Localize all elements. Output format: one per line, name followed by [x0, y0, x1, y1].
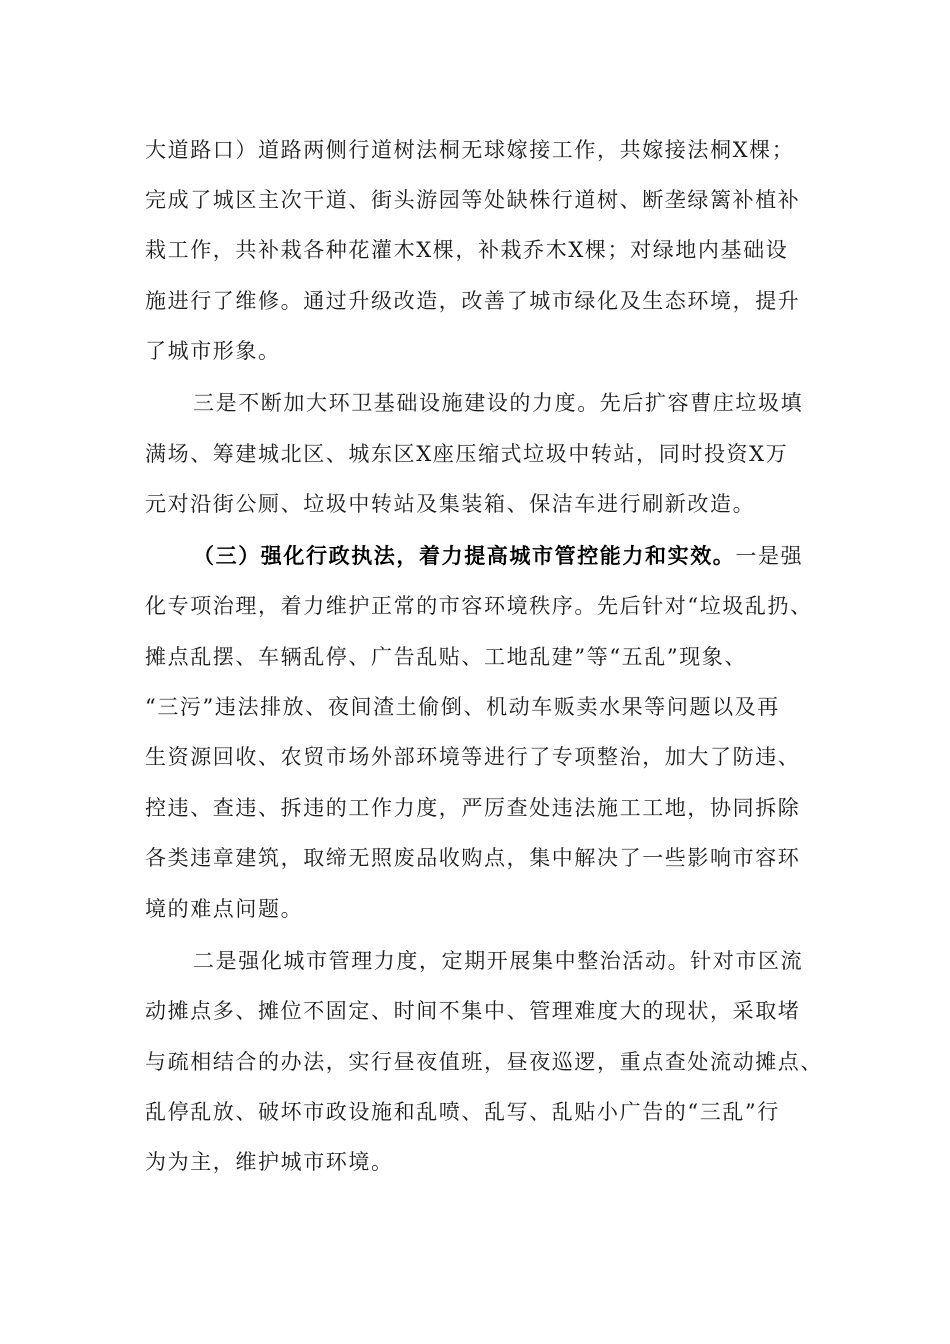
section-heading-line: [193, 541, 803, 571]
text-line: 元对沿街公厕、垃圾中转站及集装箱、保洁车进行刷新改造。: [145, 492, 756, 516]
text-line: 控违、查违、拆违的工作力度，严厉查处违法施工工地，协同拆除: [145, 796, 801, 820]
text-line: 生资源回收、农贸市场外部环境等进行了专项整治，加大了防违、: [145, 745, 801, 769]
text-line: “三污”违法排放、夜间渣土偷倒、机动车贩卖水果等问题以及再: [145, 695, 780, 719]
text-line: 境的难点问题。: [145, 897, 304, 921]
section-heading-tail: 一是强: [735, 544, 804, 568]
text-line: 摊点乱摆、车辆乱停、广告乱贴、工地乱建”等“五乱”现象、: [145, 645, 748, 669]
text-line: 完成了城区主次干道、街头游园等处缺株行道树、断垄绿篱补植补: [145, 188, 801, 212]
text-line: 三是不断加大环卫基础设施建设的力度。先后扩容曹庄垃圾填: [193, 391, 804, 415]
text-line: 栽工作，共补栽各种花灌木X棵，补栽乔木X棵；对绿地内基础设: [145, 238, 789, 262]
text-line: 大道路口）道路两侧行道树法桐无球嫁接工作，共嫁接法桐X棵；: [145, 138, 795, 162]
text-line: 为为主，维护城市环境。: [145, 1150, 394, 1174]
text-line: 乱停乱放、破坏市政设施和乱喷、乱写、乱贴小广告的“三乱”行: [145, 1100, 780, 1124]
section-heading: （三）强化行政执法，着力提高城市管控能力和实效。: [193, 543, 736, 568]
text-line: 化专项治理，着力维护正常的市容环境秩序。先后针对“垃圾乱扔、: [145, 594, 813, 618]
text-line: 与疏相结合的办法，实行昼夜值班，昼夜巡逻，重点查处流动摊点、: [145, 1050, 823, 1074]
text-line: 施进行了维修。通过升级改造，改善了城市绿化及生态环境，提升: [145, 289, 801, 313]
text-line: 了城市形象。: [145, 339, 281, 363]
text-line: 动摊点多、摊位不固定、时间不集中、管理难度大的现状，采取堵: [145, 999, 801, 1023]
text-line: 各类违章建筑，取缔无照废品收购点，集中解决了一些影响市容环: [145, 846, 801, 870]
text-line: 满场、筹建城北区、城东区X座压缩式垃圾中转站，同时投资X万: [145, 442, 789, 466]
text-line: 二是强化城市管理力度，定期开展集中整治活动。针对市区流: [193, 949, 804, 973]
